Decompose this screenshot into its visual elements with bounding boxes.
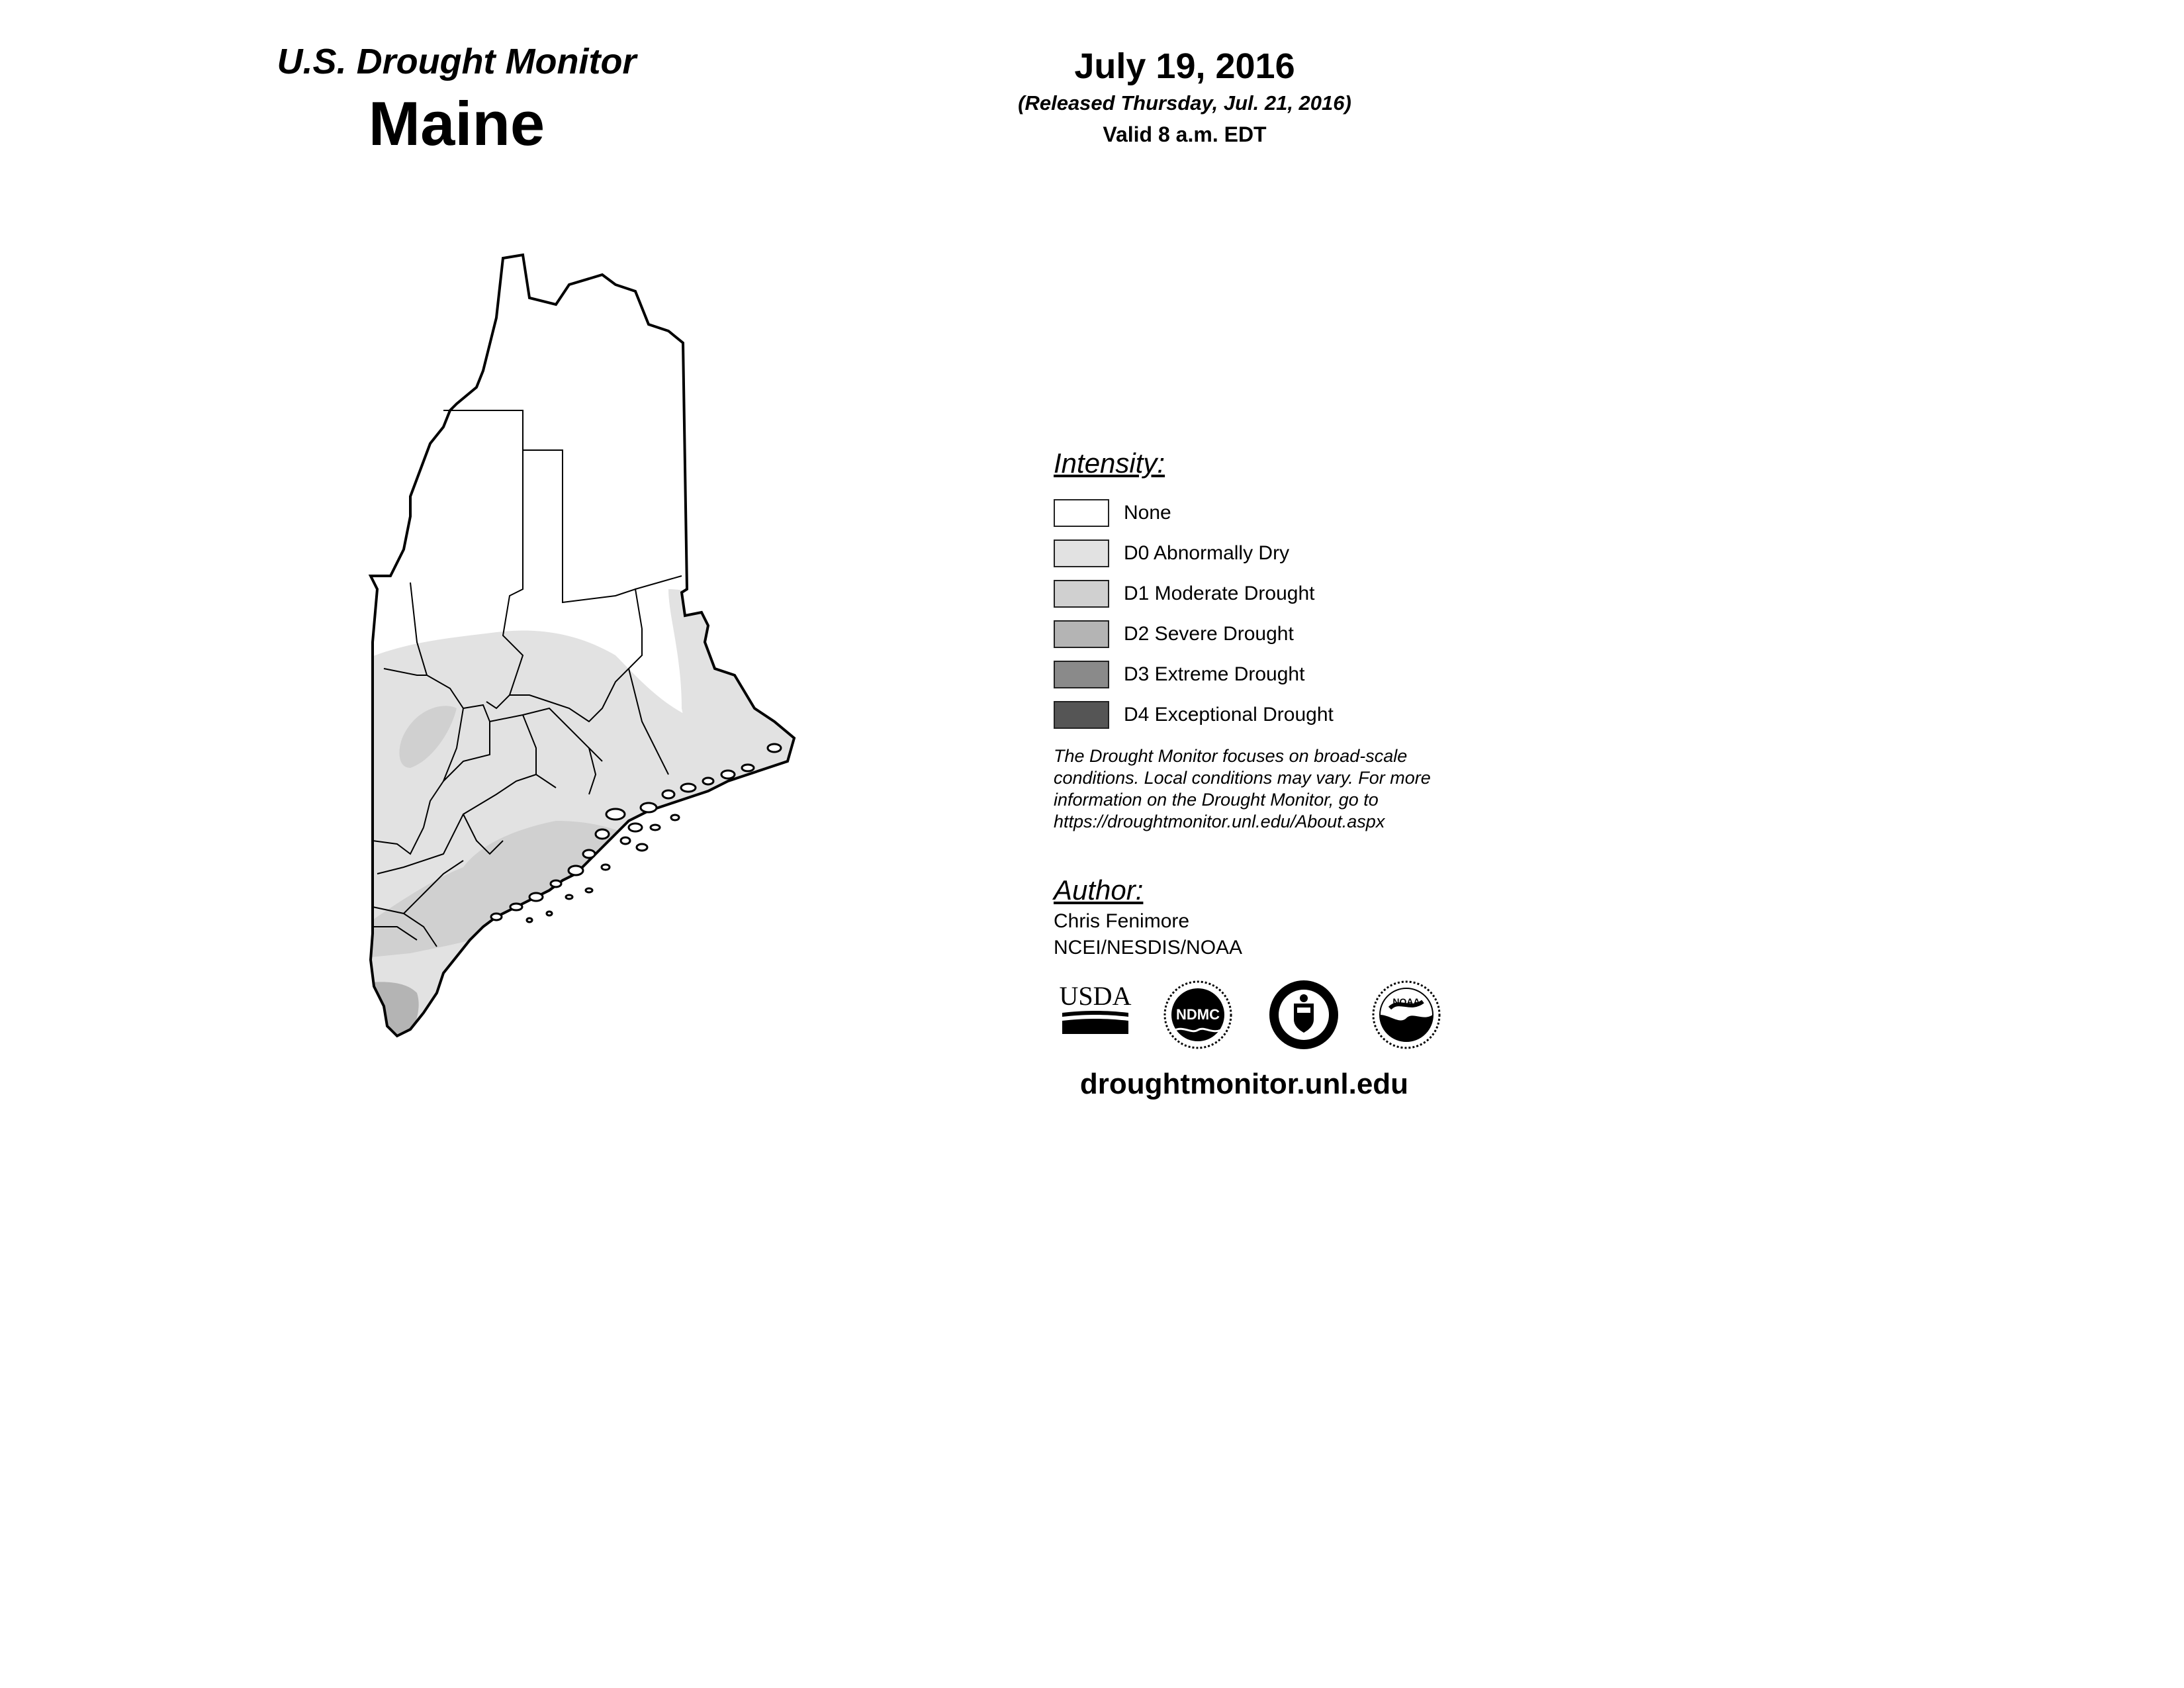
legend-swatch-d1 [1054, 580, 1109, 608]
disclaimer-line-2: conditions. Local conditions may vary. For more [1054, 768, 1431, 788]
legend-item-d4 [1054, 694, 1517, 735]
legend-label-d3: D3 Extreme Drought [1124, 663, 1305, 685]
valid-time: Valid 8 a.m. EDT [1103, 122, 1267, 146]
ndmc-logo-text: NDMC [1176, 1006, 1220, 1023]
noaa-logo-icon [1370, 978, 1443, 1051]
legend-item-d3 [1054, 654, 1517, 694]
maine-map-svg [245, 245, 814, 1079]
noaa-logo-text: NOAA [1392, 996, 1420, 1007]
legend-item-d2 [1054, 614, 1517, 654]
disclaimer-line-1: The Drought Monitor focuses on broad-scale [1054, 746, 1408, 766]
legend-swatch-d4 [1054, 701, 1109, 729]
legend-item-none [1054, 492, 1517, 533]
legend-swatch-d3 [1054, 661, 1109, 688]
legend-swatch-d0 [1054, 539, 1109, 567]
disclaimer-text [1054, 745, 1477, 833]
release-date: (Released Thursday, Jul. 21, 2016) [1018, 91, 1351, 115]
state-name: Maine [368, 89, 545, 158]
legend-heading: Intensity: [1054, 447, 1165, 479]
author-heading: Author: [1054, 874, 1144, 906]
legend-item-d0 [1054, 533, 1517, 573]
map-date: July 19, 2016 [1074, 46, 1295, 86]
usda-logo-text: USDA [1059, 981, 1132, 1011]
legend-list [1054, 492, 1517, 735]
disclaimer-link[interactable]: https://droughtmonitor.unl.edu/About.aspx [1054, 812, 1385, 831]
legend-label-d2: D2 Severe Drought [1124, 622, 1294, 645]
legend-swatch-none [1054, 499, 1109, 527]
legend-item-d1 [1054, 573, 1517, 614]
agency-logos [1059, 978, 1456, 1058]
author-block [1054, 872, 1451, 961]
date-block [979, 44, 1390, 151]
legend [1054, 445, 1517, 735]
legend-swatch-d2 [1054, 620, 1109, 648]
title-block [251, 38, 662, 160]
d0-region-east [668, 589, 814, 841]
disclaimer-line-3: information on the Drought Monitor, go to [1054, 790, 1379, 810]
legend-label-d1: D1 Moderate Drought [1124, 582, 1315, 604]
legend-label-none: None [1124, 501, 1171, 524]
legend-label-d0: D0 Abnormally Dry [1124, 541, 1290, 564]
author-org: NCEI/NESDIS/NOAA [1054, 937, 1243, 959]
author-name: Chris Fenimore [1054, 910, 1190, 932]
ndmc-logo-icon [1161, 978, 1234, 1051]
website-link[interactable]: droughtmonitor.unl.edu [1079, 1068, 1409, 1100]
usda-logo-icon [1059, 978, 1132, 1038]
map-title: U.S. Drought Monitor [277, 42, 637, 81]
maine-drought-map [245, 245, 814, 1079]
legend-label-d4: D4 Exceptional Drought [1124, 703, 1334, 726]
commerce-seal-icon [1267, 978, 1340, 1051]
